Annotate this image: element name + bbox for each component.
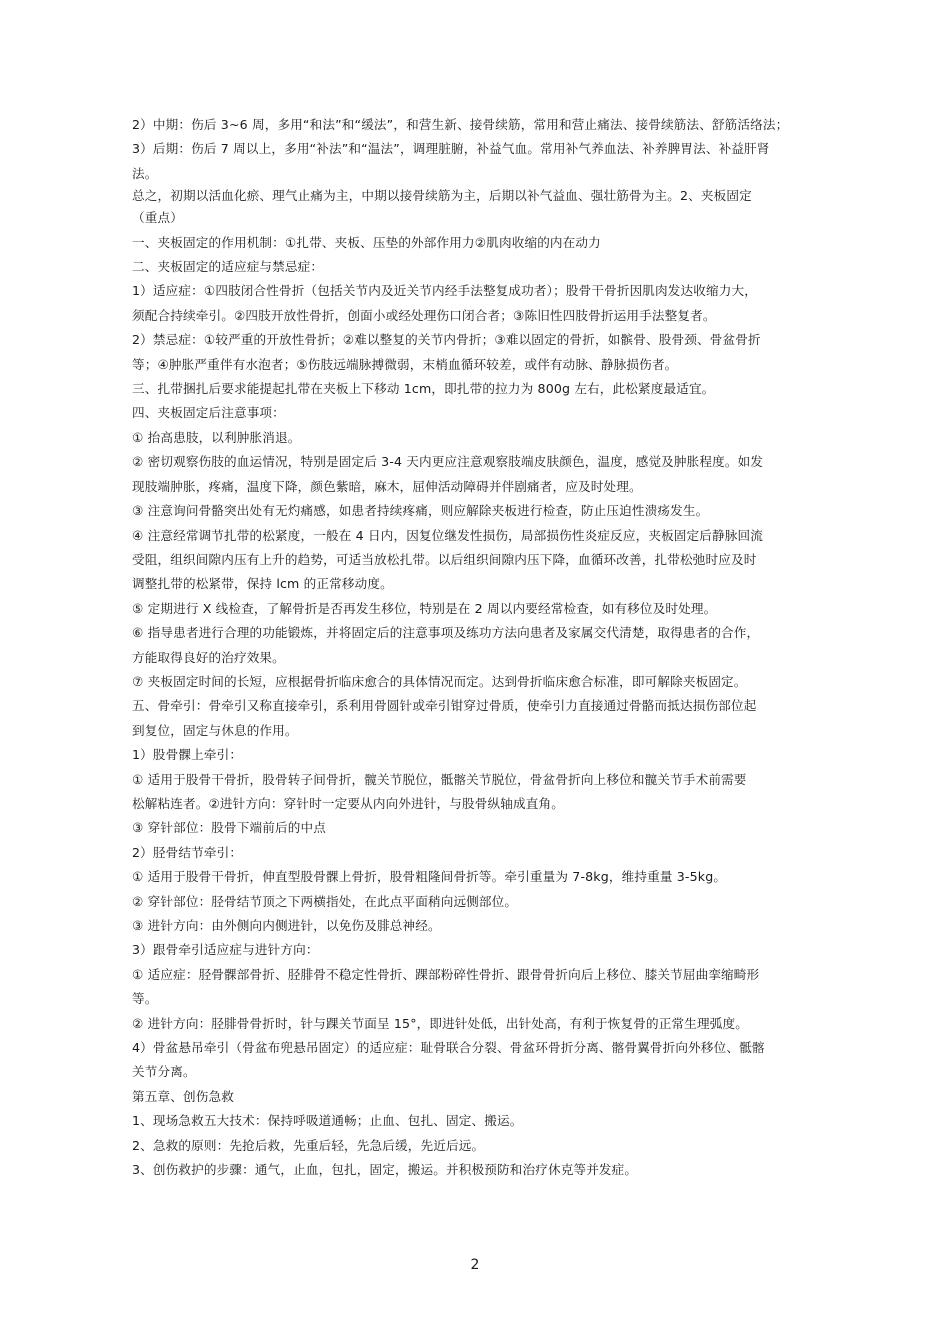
text-line: 1）适应症：①四肢闭合性骨折（包括关节内及近关节内经手法整复成功者）；股骨干骨折因肌肉发达收缩力大，: [132, 283, 758, 299]
text-line: 五、骨牵引：骨牵引又称直接牵引，系利用骨圆针或牵引钳穿过骨质，使牵引力直接通过骨骼而抵达损伤部位起: [132, 698, 757, 714]
text-line: ⑦ 夹板固定时间的长短，应根据骨折临床愈合的具体情况而定。达到骨折临床愈合标准，即可解除夹板固定。: [132, 673, 747, 689]
text-line: 1、现场急救五大技术：保持呼吸道通畅；止血、包扎、固定、搬运。: [132, 1113, 523, 1129]
text-line: ② 密切观察伤肢的血运情况，特别是固定后 3-4 天内更应注意观察肢端皮肤颜色，温度，感觉及肿胀程度。如发: [132, 454, 764, 470]
text-line: 3）后期：伤后 7 周以上，多用“补法”和“温法”，调理脏腑，补益气血。常用补气养血法、补养脾胃法、补益肝肾: [132, 141, 770, 157]
text-line: 等；④肿胀严重伴有水泡者；⑤伤肢远端脉搏微弱，末梢血循环较差，或伴有动脉、静脉损伤者。: [132, 356, 678, 372]
text-line: ⑥ 指导患者进行合理的功能锻炼，并将固定后的注意事项及练功方法向患者及家属交代清楚，取得患者的合作，: [132, 625, 760, 641]
text-line: 2、急救的原则：先抢后救，先重后轻，先急后缓，先近后远。: [132, 1137, 485, 1153]
text-line: 2）中期：伤后 3~6 周，多用“和法”和“缓法”，和营生新、接骨续筋，常用和营止痛法、接骨续筋法、舒筋活络法；: [132, 117, 789, 132]
text-line: 关节分离。: [132, 1064, 196, 1080]
text-line: 2）禁忌症：①较严重的开放性骨折；②难以整复的关节内骨折；③难以固定的骨折，如髌骨、股骨颈、骨盆骨折: [132, 332, 761, 348]
text-line: ④ 注意经常调节扎带的松紧度，一般在 4 日内，因复位继发性损伤，局部损伤性炎症反应，夹板固定后静脉回流: [132, 527, 764, 543]
text-line: ③ 注意询问骨骼突出处有无灼痛感，如患者持续疼痛，则应解除夹板进行检查，防止压迫性溃疡发生。: [132, 503, 709, 519]
text-line: 等。: [132, 991, 158, 1007]
text-line: 受阻，组织间隙内压有上升的趋势，可适当放松扎带。以后组织间隙内压下降，血循环改善，扎带松弛时应及时: [132, 551, 757, 567]
text-line: ③ 穿针部位：股骨下端前后的中点: [132, 820, 327, 836]
text-line: 3、创伤救护的步骤：通气，止血，包扎，固定，搬运。并积极预防和治疗休克等并发症。: [132, 1162, 638, 1178]
text-line: ① 适应症：胫骨髁部骨折、胫腓骨不稳定性骨折、踝部粉碎性骨折、跟骨骨折向后上移位、膝关节屈曲挛缩畸形: [132, 966, 760, 982]
text-line: 总之，初期以活血化瘀、理气止痛为主，中期以接骨续筋为主，后期以补气益血、强壮筋骨为主。2、夹板固定: [132, 188, 752, 204]
text-line: ① 抬高患肢，以利肿胀消退。: [132, 429, 301, 445]
text-line: ① 适用于股骨干骨折，伸直型股骨髁上骨折，股骨粗隆间骨折等。牵引重量为 7-8kg，维持重量 3-5kg。: [132, 869, 727, 885]
text-line: 第五章、创伤急救: [132, 1088, 234, 1104]
text-line: ② 穿针部位：胫骨结节顶之下两横指处，在此点平面稍向远侧部位。: [132, 893, 518, 909]
text-line: 四、夹板固定后注意事项：: [132, 405, 285, 421]
text-line: 4）骨盆悬吊牵引（骨盆布兜悬吊固定）的适应症：耻骨联合分裂、骨盆环骨折分离、髂骨翼骨折向外移位、骶髂: [132, 1040, 765, 1056]
text-line: （重点）: [132, 210, 183, 226]
text-line: ① 适用于股骨干骨折，股骨转子间骨折，髋关节脱位，骶髂关节脱位，骨盆骨折向上移位和髋关节手术前需要: [132, 771, 747, 787]
text-line: 1）股骨髁上牵引：: [132, 747, 243, 763]
text-line: 现肢端肿胀，疼痛，温度下降，颜色紫暗，麻木，屈伸活动障碍并伴剧痛者，应及时处理。: [132, 478, 642, 494]
text-line: 法。: [132, 165, 158, 181]
text-line: 2）胫骨结节牵引：: [132, 844, 243, 860]
page-number: 2: [470, 1257, 480, 1273]
text-line: 方能取得良好的治疗效果。: [132, 649, 285, 665]
text-line: 须配合持续牵引。②四肢开放性骨折，创面小或经处理伤口闭合者；③陈旧性四肢骨折运用手法整复者。: [132, 307, 716, 323]
text-line: ② 进针方向：胫腓骨骨折时，针与踝关节面呈 15°，即进针处低，出针处高，有利于恢复骨的正常生理弧度。: [132, 1015, 748, 1031]
text-line: 3）跟骨牵引适应症与进针方向：: [132, 942, 319, 958]
document-body: [132, 113, 832, 1182]
text-line: 到复位，固定与休息的作用。: [132, 722, 298, 738]
text-line: 调整扎带的松紧带，保持 lcm 的正常移动度。: [132, 576, 393, 592]
text-line: 三、扎带捆扎后要求能提起扎带在夹板上下移动 1cm，即扎带的拉力为 800g 左右，此松紧度最适宜。: [132, 381, 715, 397]
text-line: 一、夹板固定的作用机制：①扎带、夹板、压垫的外部作用力②肌肉收缩的内在动力: [132, 234, 601, 250]
text-line: ⑤ 定期进行 X 线检查，了解骨折是否再发生移位，特别是在 2 周以内要经常检查，如有移位及时处理。: [132, 600, 717, 616]
text-line: 二、夹板固定的适应症与禁忌症：: [132, 259, 324, 275]
text-line: ③ 进针方向：由外侧向内侧进针，以免伤及腓总神经。: [132, 918, 441, 933]
text-line: 松解粘连者。②进针方向：穿针时一定要从内向外进针，与股骨纵轴成直角。: [132, 795, 564, 811]
